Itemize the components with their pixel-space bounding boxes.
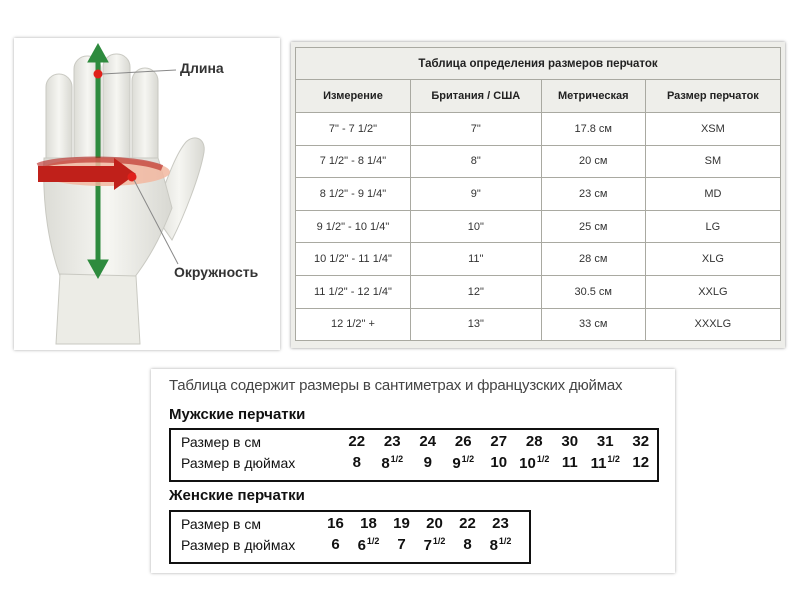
cell-uk-us: 10" (410, 210, 541, 243)
glove-size-table (295, 47, 781, 341)
size-value: 22 (459, 515, 476, 532)
glove-illustration (14, 38, 280, 350)
cell-measurement: 9 1/2" - 10 1/4" (296, 210, 411, 243)
size-value: 30 (561, 433, 579, 450)
table-row (296, 178, 781, 211)
header-measurement: Измерение (296, 80, 411, 113)
glove-diagram-panel (14, 38, 280, 350)
size-value: 6 (331, 536, 340, 553)
table-row (296, 210, 781, 243)
table-title-row (296, 48, 781, 80)
men-size-box (169, 428, 659, 482)
size-value: 19 (393, 515, 410, 532)
men-inch-values (339, 454, 659, 472)
table-title: Таблица определения размеров перчаток (296, 48, 781, 80)
size-value: 12 (632, 454, 650, 471)
cell-glove-size: XXLG (645, 275, 780, 308)
cell-glove-size: MD (645, 178, 780, 211)
inch-chart-heading: Таблица содержит размеры в сантиметрах и французских дюймах (169, 377, 623, 394)
table-row (296, 308, 781, 341)
cell-uk-us: 8" (410, 145, 541, 178)
size-value: 8 (463, 536, 472, 553)
circumference-point (128, 173, 137, 182)
size-value: 7 (397, 536, 406, 553)
cell-metric: 33 см (541, 308, 645, 341)
men-gloves-title: Мужские перчатки (169, 406, 306, 423)
cell-measurement: 10 1/2" - 11 1/4" (296, 243, 411, 276)
size-table-panel (291, 42, 785, 348)
cell-measurement: 7 1/2" - 8 1/4" (296, 145, 411, 178)
women-size-box (169, 510, 531, 564)
cell-glove-size: XSM (645, 113, 780, 146)
cell-glove-size: XXXLG (645, 308, 780, 341)
size-value: $9^{1/2}$ (452, 454, 475, 472)
men-inch-row-label: Размер в дюймах (181, 455, 296, 471)
cell-glove-size: LG (645, 210, 780, 243)
cell-metric: 20 см (541, 145, 645, 178)
women-gloves-title: Женские перчатки (169, 487, 305, 504)
header-uk-us: Британия / США (410, 80, 541, 113)
cell-measurement: 12 1/2" + (296, 308, 411, 341)
cell-uk-us: 12" (410, 275, 541, 308)
women-cm-values (319, 515, 517, 532)
size-value: 23 (492, 515, 509, 532)
women-cm-row-label: Размер в см (181, 516, 261, 532)
cell-glove-size: SM (645, 145, 780, 178)
size-value: 10 (490, 454, 508, 471)
cell-measurement: 11 1/2" - 12 1/4" (296, 275, 411, 308)
table-row (296, 275, 781, 308)
size-value: 31 (596, 433, 614, 450)
table-header-row (296, 80, 781, 113)
size-value: 24 (419, 433, 437, 450)
size-value: 27 (490, 433, 508, 450)
size-value: 26 (454, 433, 472, 450)
size-value: 8 (352, 454, 361, 471)
length-point (94, 70, 103, 79)
size-value: 32 (632, 433, 650, 450)
size-value: 18 (360, 515, 377, 532)
size-value: 20 (426, 515, 443, 532)
table-row (296, 243, 781, 276)
cell-uk-us: 7" (410, 113, 541, 146)
length-label: Длина (180, 60, 224, 76)
cell-metric: 28 см (541, 243, 645, 276)
size-value: $8^{1/2}$ (489, 536, 512, 554)
size-value: $6^{1/2}$ (357, 536, 380, 554)
cell-measurement: 7" - 7 1/2" (296, 113, 411, 146)
size-value: $11^{1/2}$ (590, 454, 620, 472)
size-value: $8^{1/2}$ (381, 454, 404, 472)
men-cm-row-label: Размер в см (181, 434, 261, 450)
size-value: 16 (327, 515, 344, 532)
cell-metric: 17.8 см (541, 113, 645, 146)
cell-metric: 30.5 см (541, 275, 645, 308)
circumference-label: Окружность (174, 264, 259, 280)
cell-metric: 23 см (541, 178, 645, 211)
cell-glove-size: XLG (645, 243, 780, 276)
men-cm-values (339, 433, 659, 450)
table-row (296, 145, 781, 178)
glove-shape (44, 54, 205, 344)
size-value: 11 (561, 454, 578, 471)
cell-measurement: 8 1/2" - 9 1/4" (296, 178, 411, 211)
header-metric: Метрическая (541, 80, 645, 113)
women-inch-values (319, 536, 517, 554)
table-row (296, 113, 781, 146)
cell-uk-us: 11" (410, 243, 541, 276)
women-inch-row-label: Размер в дюймах (181, 537, 296, 553)
header-glove-size: Размер перчаток (645, 80, 780, 113)
cell-metric: 25 см (541, 210, 645, 243)
size-value: 9 (423, 454, 432, 471)
size-value: 22 (348, 433, 366, 450)
inch-size-panel (151, 369, 675, 573)
cell-uk-us: 9" (410, 178, 541, 211)
size-value: 23 (383, 433, 401, 450)
size-value: $7^{1/2}$ (423, 536, 446, 554)
size-value: 28 (525, 433, 543, 450)
size-value: $10^{1/2}$ (519, 454, 550, 472)
cell-uk-us: 13" (410, 308, 541, 341)
